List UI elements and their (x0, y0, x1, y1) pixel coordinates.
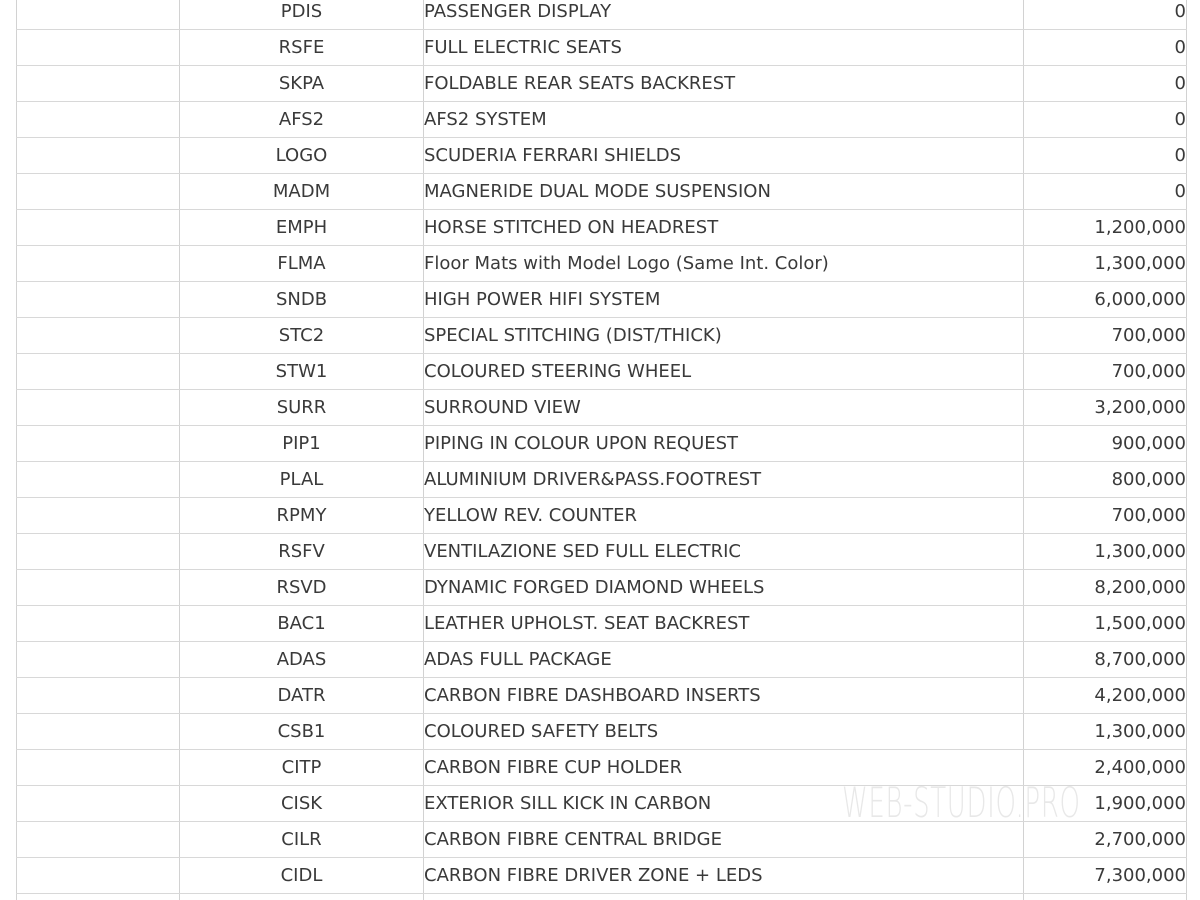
option-price: 0 (1024, 0, 1187, 30)
blank-cell (17, 678, 180, 714)
option-description: SCUDERIA FERRARI SHIELDS (424, 138, 1024, 174)
option-price: 1,200,000 (1024, 210, 1187, 246)
option-price: 3,200,000 (1024, 390, 1187, 426)
option-price: 0 (1024, 102, 1187, 138)
option-price: 800,000 (1024, 462, 1187, 498)
table-row-cut-off (17, 894, 1187, 900)
table-row (17, 570, 1187, 606)
blank-cell (17, 354, 180, 390)
blank-cell (17, 606, 180, 642)
option-code: SNDB (180, 282, 424, 318)
option-description: ADAS FULL PACKAGE (424, 642, 1024, 678)
table-row (17, 210, 1187, 246)
table-row (17, 750, 1187, 786)
option-description: CARBON FIBRE DASHBOARD INSERTS (424, 678, 1024, 714)
option-code: EMPH (180, 210, 424, 246)
option-code (180, 894, 424, 900)
blank-cell (17, 894, 180, 900)
option-code: RSVD (180, 570, 424, 606)
option-description: FULL ELECTRIC SEATS (424, 30, 1024, 66)
option-description: SPECIAL STITCHING (DIST/THICK) (424, 318, 1024, 354)
blank-cell (17, 318, 180, 354)
option-price (1024, 894, 1187, 900)
blank-cell (17, 714, 180, 750)
option-description: COLOURED STEERING WHEEL (424, 354, 1024, 390)
blank-cell (17, 534, 180, 570)
blank-cell (17, 750, 180, 786)
blank-cell (17, 858, 180, 894)
blank-cell (17, 102, 180, 138)
option-description: VENTILAZIONE SED FULL ELECTRIC (424, 534, 1024, 570)
option-code: FLMA (180, 246, 424, 282)
option-price: 0 (1024, 66, 1187, 102)
option-description: CARBON FIBRE DRIVER ZONE + LEDS (424, 858, 1024, 894)
option-description: FOLDABLE REAR SEATS BACKREST (424, 66, 1024, 102)
table-row (17, 786, 1187, 822)
option-code: ADAS (180, 642, 424, 678)
option-description: PASSENGER DISPLAY (424, 0, 1024, 30)
table-row (17, 318, 1187, 354)
option-code: LOGO (180, 138, 424, 174)
option-code: BAC1 (180, 606, 424, 642)
option-description: COLOURED SAFETY BELTS (424, 714, 1024, 750)
option-description: SURROUND VIEW (424, 390, 1024, 426)
table-row (17, 714, 1187, 750)
option-code: SKPA (180, 66, 424, 102)
blank-cell (17, 426, 180, 462)
option-price: 1,300,000 (1024, 534, 1187, 570)
blank-cell (17, 642, 180, 678)
blank-cell (17, 822, 180, 858)
table-row (17, 66, 1187, 102)
blank-cell (17, 174, 180, 210)
blank-cell (17, 282, 180, 318)
blank-cell (17, 246, 180, 282)
option-code: STW1 (180, 354, 424, 390)
option-description: Floor Mats with Model Logo (Same Int. Color) (424, 246, 1024, 282)
option-price: 700,000 (1024, 354, 1187, 390)
option-price: 0 (1024, 174, 1187, 210)
option-price: 900,000 (1024, 426, 1187, 462)
option-description: LEATHER UPHOLST. SEAT BACKREST (424, 606, 1024, 642)
option-description: HIGH POWER HIFI SYSTEM (424, 282, 1024, 318)
table-row (17, 174, 1187, 210)
option-description: EXTERIOR SILL KICK IN CARBON (424, 786, 1024, 822)
option-code: AFS2 (180, 102, 424, 138)
table-row (17, 498, 1187, 534)
table-row (17, 462, 1187, 498)
option-price: 1,500,000 (1024, 606, 1187, 642)
option-price: 2,400,000 (1024, 750, 1187, 786)
option-description: YELLOW REV. COUNTER (424, 498, 1024, 534)
table-row (17, 426, 1187, 462)
option-price: 4,200,000 (1024, 678, 1187, 714)
blank-cell (17, 66, 180, 102)
options-table-body (17, 0, 1187, 900)
option-price: 1,300,000 (1024, 246, 1187, 282)
option-code: RSFV (180, 534, 424, 570)
option-code: CSB1 (180, 714, 424, 750)
blank-cell (17, 570, 180, 606)
option-code: PIP1 (180, 426, 424, 462)
table-row (17, 858, 1187, 894)
option-description (424, 894, 1024, 900)
option-price: 6,000,000 (1024, 282, 1187, 318)
option-code: SURR (180, 390, 424, 426)
option-price: 700,000 (1024, 498, 1187, 534)
table-row (17, 282, 1187, 318)
option-description: AFS2 SYSTEM (424, 102, 1024, 138)
option-code: PLAL (180, 462, 424, 498)
option-price: 1,300,000 (1024, 714, 1187, 750)
blank-cell (17, 138, 180, 174)
blank-cell (17, 462, 180, 498)
table-row (17, 30, 1187, 66)
option-description: HORSE STITCHED ON HEADREST (424, 210, 1024, 246)
option-description: DYNAMIC FORGED DIAMOND WHEELS (424, 570, 1024, 606)
option-price: 700,000 (1024, 318, 1187, 354)
blank-cell (17, 0, 180, 30)
table-row (17, 390, 1187, 426)
option-description: ALUMINIUM DRIVER&PASS.FOOTREST (424, 462, 1024, 498)
blank-cell (17, 786, 180, 822)
option-code: RSFE (180, 30, 424, 66)
watermark: WEB-STUDIO.PRO (842, 778, 1081, 827)
option-description: CARBON FIBRE CENTRAL BRIDGE (424, 822, 1024, 858)
option-code: DATR (180, 678, 424, 714)
option-price: 8,200,000 (1024, 570, 1187, 606)
option-code: CITP (180, 750, 424, 786)
table-row (17, 354, 1187, 390)
option-code: CILR (180, 822, 424, 858)
table-row (17, 642, 1187, 678)
options-price-table (16, 0, 1187, 900)
table-row (17, 246, 1187, 282)
option-description: CARBON FIBRE CUP HOLDER (424, 750, 1024, 786)
blank-cell (17, 30, 180, 66)
table-row (17, 0, 1187, 30)
blank-cell (17, 498, 180, 534)
table-row (17, 102, 1187, 138)
option-code: PDIS (180, 0, 424, 30)
option-code: MADM (180, 174, 424, 210)
option-price: 0 (1024, 30, 1187, 66)
option-code: CIDL (180, 858, 424, 894)
table-row (17, 606, 1187, 642)
option-price: 1,900,000 (1024, 786, 1187, 822)
blank-cell (17, 390, 180, 426)
option-description: MAGNERIDE DUAL MODE SUSPENSION (424, 174, 1024, 210)
option-description: PIPING IN COLOUR UPON REQUEST (424, 426, 1024, 462)
option-price: 7,300,000 (1024, 858, 1187, 894)
table-row (17, 822, 1187, 858)
table-row (17, 678, 1187, 714)
option-price: 0 (1024, 138, 1187, 174)
table-row (17, 138, 1187, 174)
option-price: 8,700,000 (1024, 642, 1187, 678)
option-code: RPMY (180, 498, 424, 534)
option-code: STC2 (180, 318, 424, 354)
option-code: CISK (180, 786, 424, 822)
table-row (17, 534, 1187, 570)
option-price: 2,700,000 (1024, 822, 1187, 858)
blank-cell (17, 210, 180, 246)
